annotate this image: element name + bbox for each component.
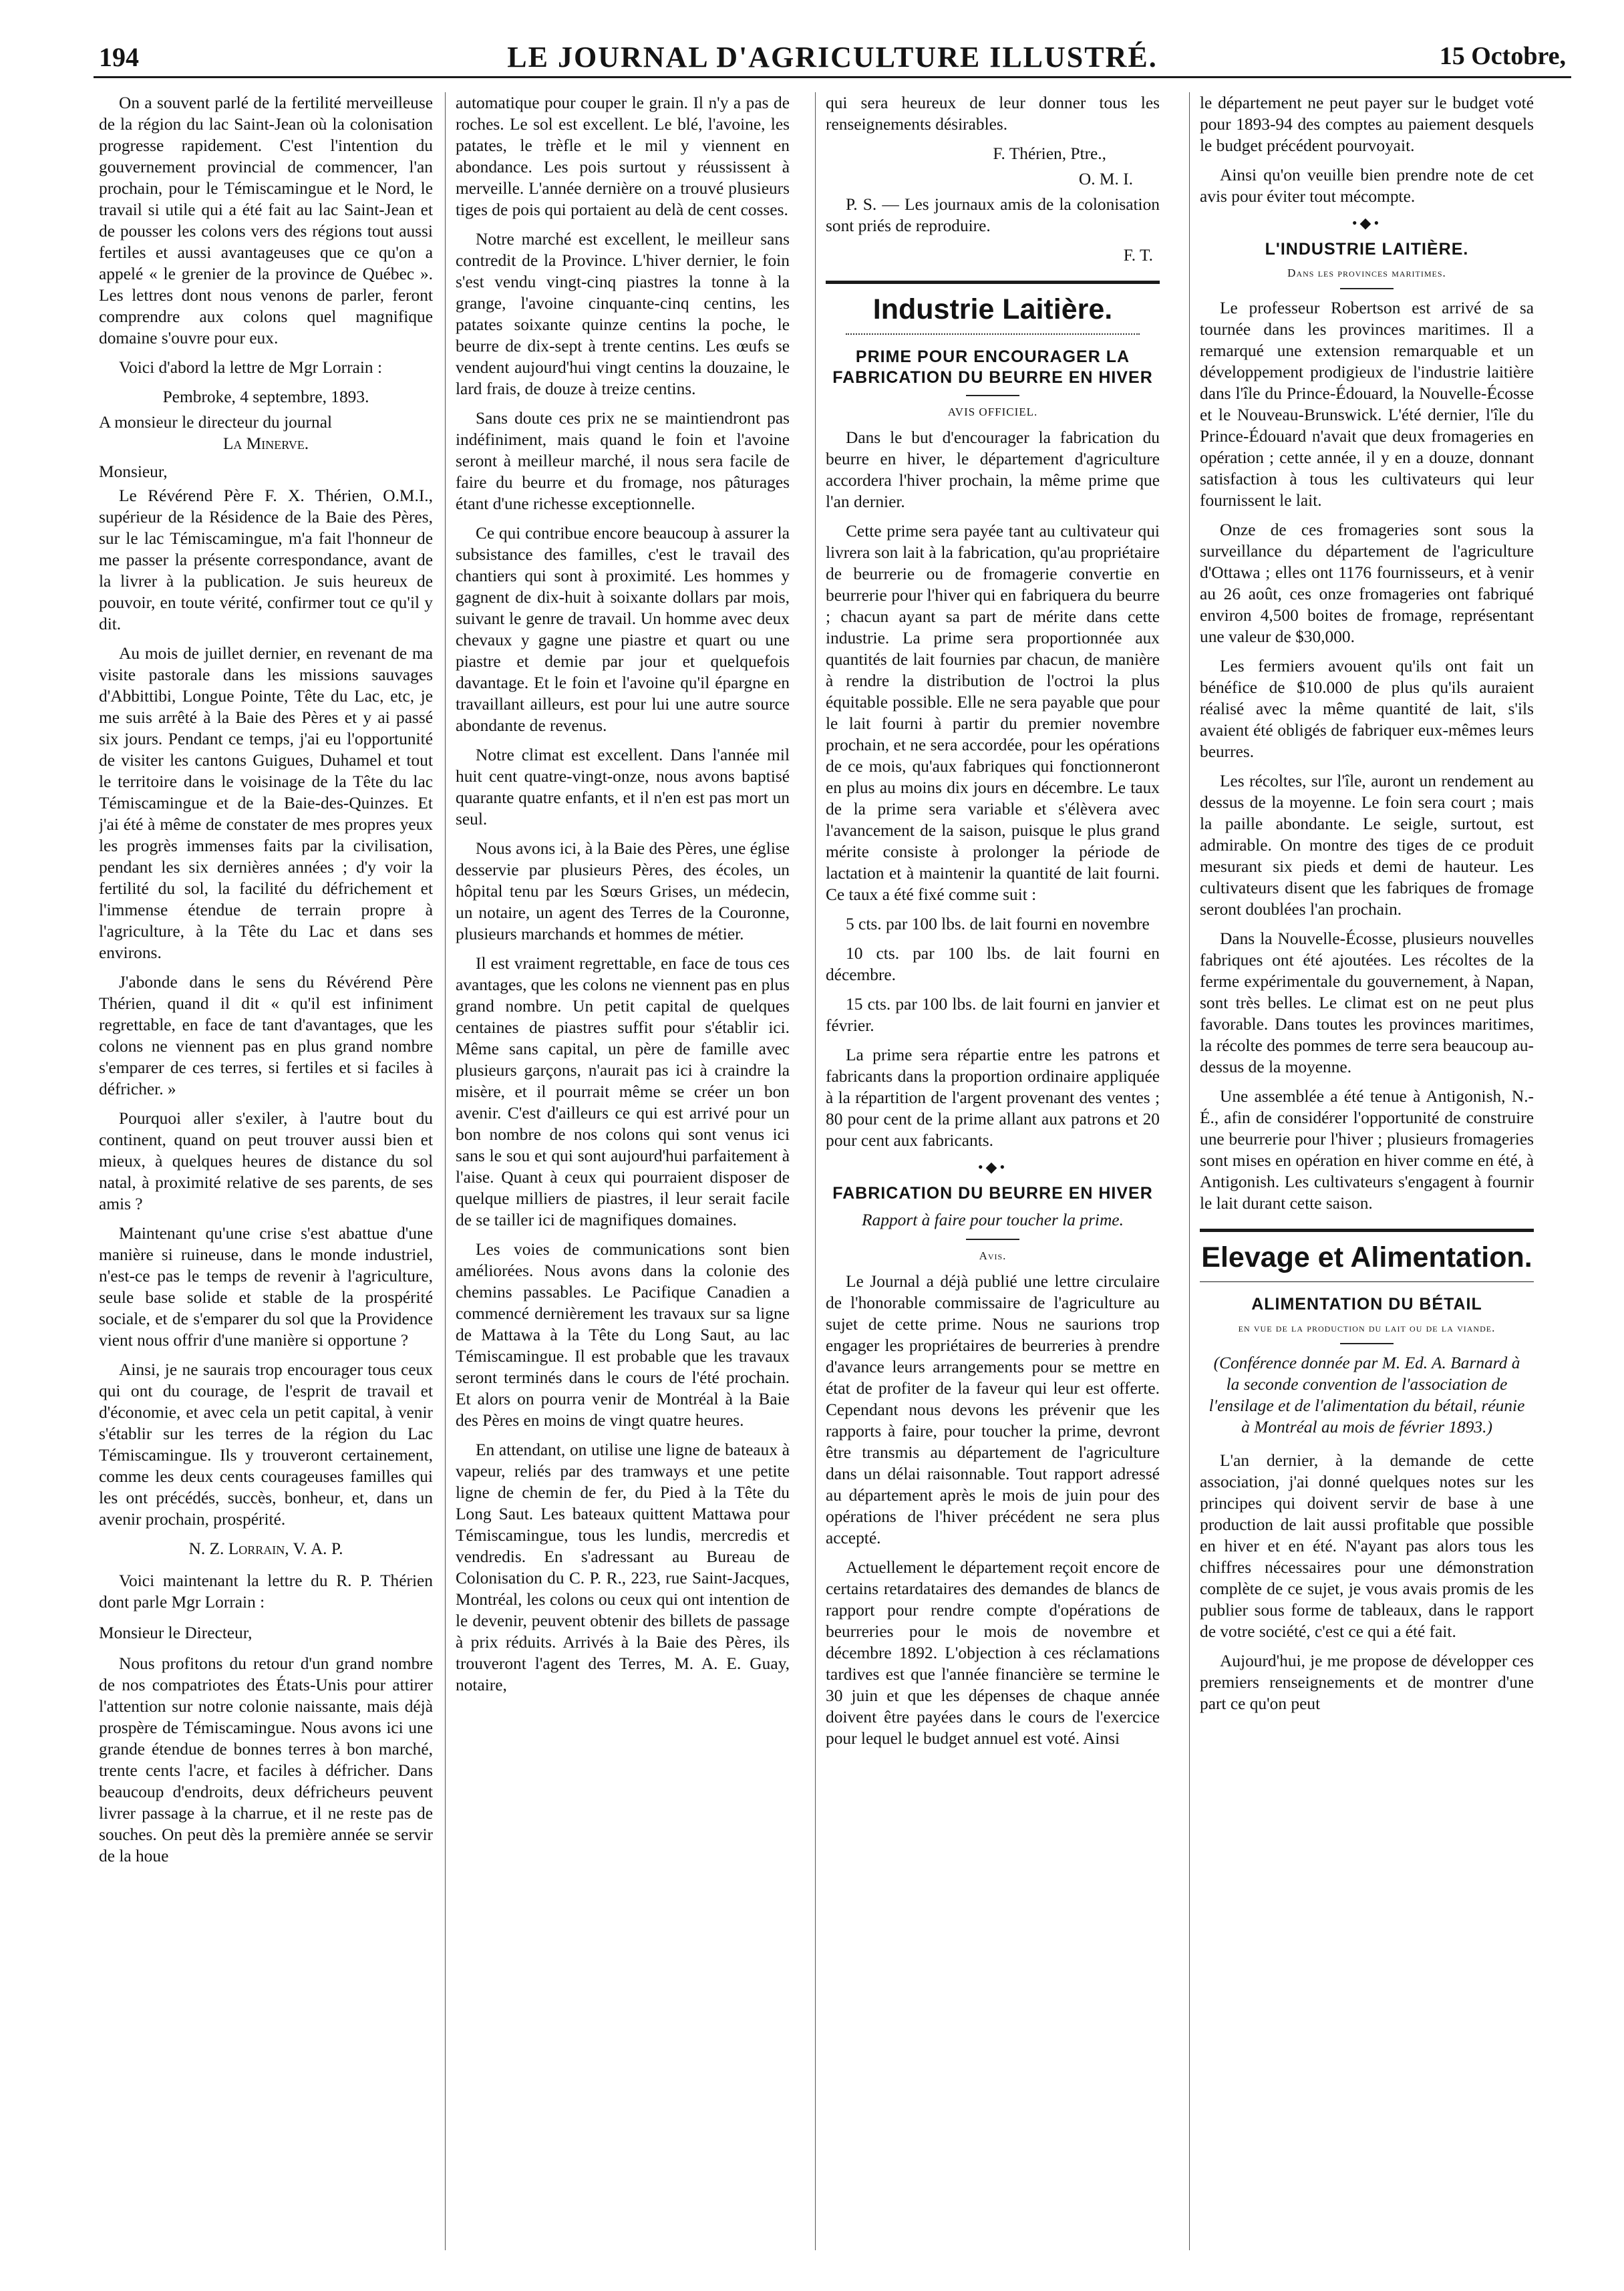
ornament-divider: •◆• [1351,214,1382,231]
column-divider [815,92,816,2250]
masthead-rule [94,76,1571,78]
paragraph: Voici d'abord la lettre de Mgr Lorrain : [119,358,383,377]
paragraph: Onze de ces fromageries sont sous la surveillance du département de l'agriculture d'Ottawa ; elles ont 1176 fournisseurs, et à venir au 26 août, ces onze fromageries ont fabriqué environ 4,500 boites de fromage, représentant une valeur de $30,000. [1200,520,1534,646]
postscript-signature: F. T. [1123,246,1153,265]
column-2 [456,92,790,2250]
paragraph: L'an dernier, à la demande de cette association, j'ai donné quelques notes sur les principes qui doivent servir de base à une production de lait aussi profitable que possible en hiver et en été. N'ayant pas alors tous les chiffres nécessaires pour une démonstration complète de ce sujet, je vous avais promis de les publier sous forme de tableaux, dans le rapport de votre société, c'est ce qui a été fait. [1200,1451,1534,1641]
paragraph: Nous avons ici, à la Baie des Pères, une église desservie par plusieurs Pères, des écoles, un hôpital tenu par les Sœurs Grises, un médecin, un notaire, un agent des Terres de la Couronne, plusieurs marchands et hommes de métier. [456,839,790,943]
notice-label: Avis. [979,1249,1007,1262]
column-divider [1189,92,1190,2250]
signature: F. Thérien, Ptre., [993,144,1106,163]
paragraph: Cette prime sera payée tant au cultivateur qui livrera son lait à la fabrication, qu'au propriétaire de beurrerie ou de fromagerie convertie en beurrerie pour l'hiver qui en fabriquera du beurre ; chacun ayant sa part de mérite dans cette industrie. La prime sera proportionnée aux quantités de lait fournies par chacun, de manière à rendre la distribution de l'octroi la plus équitable possible. Elle ne sera payable que pour le lait fourni à partir du premier novembre prochain, et ne sera accordée, pour les opérations de ce mois, qu'aux fabriques qui fonctionneront en plus au moins dix jours en décembre. Le taux de la prime sera variable et s'élèvera avec l'avancement de la saison, puisque le plus grand mérite consiste à prolonger la période de lactation et à maintenir la quantité de lait fourni. Ce taux a été fixé comme suit : [826,522,1160,904]
page-number: 194 [99,42,139,72]
letter-dateline: Pembroke, 4 septembre, 1893. [162,388,369,406]
article-subhead: Rapport à faire pour toucher la prime. [862,1211,1124,1229]
paragraph: Le professeur Robertson est arrivé de sa tournée dans les provinces maritimes. Il a remarqué une extension remarquable et un développement prodigieux de l'industrie laitière dans l'île du Prince-Édouard, la Nouvelle-Écosse et le Nouveau-Brunswick. L'été dernier, l'île du Prince-Édouard n'avait que deux fromageries en opération ; cette année, il y en a douze, donnant satisfaction à tous les cultivateurs qui leur fournissent le lait. [1200,299,1534,510]
paragraph: J'abonde dans le sens du Révérend Père Thérien, quand il dit « qu'il est infiniment regrettable, en face de tant d'avantages, que les colons ne viennent pas en plus grand nombre s'emparer de ces terres, si fertiles et si faciles à défricher. » [99,973,433,1098]
short-rule [1340,288,1394,289]
paragraph: Maintenant qu'une crise s'est abattue d'une manière si ruineuse, dans le monde industriel, n'est-ce pas le temps de revenir à l'agriculture, seule base solide et stable de la prospérité sociale, et de s'emparer du sol que la Providence vient nous offrir d'une manière si opportune ? [99,1224,433,1350]
short-rule [1340,1343,1394,1344]
column-3 [826,92,1160,2250]
section-title-elevage: Elevage et Alimentation. [1201,1241,1532,1273]
rate-item: 15 cts. par 100 lbs. de lait fourni en janvier et février. [826,995,1160,1035]
paragraph: Sans doute ces prix ne se maintiendront pas indéfiniment, mais quand le foin et l'avoine seront à meilleur marché, il nous sera facile de faire du beurre et du fromage, nos pâturages étant d'une richesse exceptionnelle. [456,409,790,513]
section-title-industrie-laitiere: Industrie Laitière. [872,293,1113,325]
paragraph: Les fermiers avouent qu'ils ont fait un bénéfice de $10.000 de plus qu'ils auraient réalisé avec la même quantité de lait, s'ils avaient été obligés de fabriquer eux-mêmes leurs beurres. [1200,657,1534,761]
article-subhead: AVIS OFFICIEL. [947,406,1038,418]
paragraph: Actuellement le département reçoit encore de certains retardataires des demandes de blancs de rapport pour rendre compte d'opérations de beurreries pour le mois de novembre et décembre 1892. L'objection à ces réclamations tardives est que l'année financière se termine le 30 juin et que les dépenses de chaque année doivent être payées dans le cours de l'exercice pour lequel le budget annuel est voté. Ainsi [826,1558,1160,1748]
paragraph: le département ne peut payer sur le budget voté pour 1893-94 des comptes au paiement desquels le budget précédent pourvoyait. [1200,94,1534,155]
salutation: Monsieur le Directeur, [99,1624,253,1642]
article-headline: ALIMENTATION DU BÉTAIL [1251,1295,1482,1314]
paragraph: Notre marché est excellent, le meilleur sans contredit de la Province. L'hiver dernier, le foin s'est vendu vingt-cinq piastres la tonne à la grange, l'avoine cinquante-cinq centins, les patates soixante quinze centins la poche, le beurre de dix-sept à trente centins. Les œufs se vendent aujourd'hui vingt centins la douzaine, le lard frais, de douze à treize centins. [456,230,790,398]
paragraph: Aujourd'hui, je me propose de développer ces premiers renseignements et de montrer d'une part ce qu'on peut [1200,1652,1534,1713]
rate-item: 5 cts. par 100 lbs. de lait fourni en novembre [846,915,1150,933]
column-1 [99,92,433,2250]
paragraph: Notre climat est excellent. Dans l'année mil huit cent quatre-vingt-onze, nous avons baptisé quarante quatre enfants, et il n'en est pas mort un seul. [456,746,790,828]
short-rule [966,1239,1019,1240]
signature: N. Z. Lorrain, V. A. P. [188,1539,343,1558]
paragraph: Au mois de juillet dernier, en revenant de ma visite pastorale dans les missions sauvages d'Abbittibi, Longue Pointe, Tête du Lac, etc, je me suis arrêté à la Baie des Pères et y ai passé six jours. Pendant ce temps, j'ai eu l'opportunité de visiter les cantons Guigues, Duhamel et tout le territoire dans le voisinage de la Tête du lac Témiscamingue et de la Baie-des-Quinzes. Et j'ai été à même de constater de mes propres yeux les progrès immenses faits par la civilisation, pendant les six dernières années ; d'y voir la fertilité du sol, la facilité du défrichement et l'immense étendue de terrain propre à l'agriculture, à la Tête du Lac et dans ses environs. [99,644,433,962]
dotted-rule [846,333,1140,335]
paragraph: Il est vraiment regrettable, en face de tous ces avantages, que les colons ne viennent pas en plus grand nombre. Un petit capital de quelques centaines de piastres suffit pour s'établir ici. Même sans capital, un père de famille avec plusieurs garçons, n'aurait pas ici à craindre la misère, et il pourrait même se créer un bon avenir. C'est d'ailleurs ce qui est arrivé pour un bon nombre de nos colons qui sont venus ici sans le sou et qui sont aujourd'hui parfaitement à l'aise. Quant à ceux qui pourraient disposer de quelque milliers de piastres, il leur serait facile de se tailler ici de magnifiques domaines. [456,954,790,1229]
column-4 [1200,92,1534,2250]
article-subhead: Dans les provinces maritimes. [1287,267,1446,279]
paragraph: Le Journal a déjà publié une lettre circulaire de l'honorable commissaire de l'agriculture au sujet de cette prime. Nous ne saurions trop engager les propriétaires de beurreries à prendre d'avance leurs arrangements pour se mettre en état de profiter de la faveur qui leur est offerte. Cependant nous devons les prévenir que les rapports à faire, pour toucher la prime, devront être transmis au département de l'agriculture dans un délai raisonnable. Tout rapport adressé au département après le mois de juin pour des opérations de l'hiver précédent ne sera plus accepté. [826,1272,1160,1547]
postscript: P. S. — Les journaux amis de la colonisation sont priés de reproduire. [826,195,1160,235]
conference-note: (Conférence donnée par M. Ed. A. Barnard à la seconde convention de l'association de l'ensilage et de l'alimentation du bétail, réunie à Montréal au mois de février 1893.) [1208,1354,1525,1436]
paragraph: Les récoltes, sur l'île, auront un rendement au dessus de la moyenne. Le foin sera court ; mais la paille abondante. Le seigle, surtout, est admirable. On montre des tiges de ce produit mesurant six pieds et demi de hauteur. Les cultivateurs disent que les fabriques de fromage seront doublées l'an prochain. [1200,772,1534,919]
section-rule [826,281,1160,284]
paragraph: Une assemblée a été tenue à Antigonish, N.-É., afin de considérer l'opportunité de construire une beurrerie pour l'hiver ; plusieurs fromageries sont mises en opération en hiver comme en été, à Antigonish. Les cultivateurs s'engagent à fournir le lait durant cette saison. [1200,1087,1534,1213]
section-rule [1200,1281,1534,1282]
rate-item: 10 cts. par 100 lbs. de lait fourni en décembre. [826,944,1160,984]
paragraph: Ainsi, je ne saurais trop encourager tous ceux qui ont du courage, de l'esprit de travail et d'économie, et avec cela un petit capital, à venir s'établir sur les terres de la région du Lac Témiscamingue. Ils y trouveront certainement, comme les deux cents courageuses familles qui les ont précédés, succès, bonheur, et, dans un avenir prochain, prospérité. [99,1360,433,1529]
paragraph: On a souvent parlé de la fertilité merveilleuse de la région du lac Saint-Jean où la colonisation progresse rapidement. C'est l'intention du gouvernement provincial de commencer, l'an prochain, pour le Témiscamingue et le Nord, le travail si utile qui a été fait au lac Saint-Jean et de pousser les colons vers des régions tout aussi fertiles et aussi avantageuses que ce qu'on a appelé « le grenier de la province de Québec ». Les lettres dont nous venons de parler, feront comprendre aux colons quel magnifique domaine s'ouvre pour eux. [99,94,433,347]
ornament-divider: •◆• [977,1159,1008,1175]
section-rule [1200,1229,1534,1232]
paragraph: Les voies de communications sont bien améliorées. Nous avons dans la colonie des chemins passables. Le Pacifique Canadien a commencé dernièrement les travaux sur sa ligne de Mattawa à la Tête du Long Saut, au lac Témiscamingue. Il est probable que les travaux seront terminés dans le cours de l'été prochain. Et alors on pourra venir de Montréal à la Baie des Pères en moins de vingt quatre heures. [456,1240,790,1430]
short-rule [966,395,1019,396]
paragraph: Nous profitons du retour d'un grand nombre de nos compatriotes des États-Unis pour attirer l'attention sur notre colonie naissante, mais déjà prospère de Témiscamingue. Nous avons ici une grande étendue de bonnes terres à bon marché, trente cents l'acre, et faciles à défricher. Dans beaucoup d'endroits, deux défricheurs peuvent livrer passage à la charrue, et il ne reste pas de souches. On peut dès la première année se servir de la houe [99,1654,433,1865]
paragraph: Pourquoi aller s'exiler, à l'autre bout du continent, quand on peut trouver aussi bien et mieux, à quelques heures de distance du sol natal, à proximité relative de ses parents, de ses amis ? [99,1109,433,1213]
paragraph: La prime sera répartie entre les patrons et fabricants dans la proportion ordinaire appliquée à la répartition de l'argent provenant des ventes ; 80 pour cent de la prime allant aux patrons et 20 pour cent aux fabricants. [826,1046,1160,1150]
letter-addressee: A monsieur le directeur du journal [99,413,333,432]
salutation: Monsieur, [99,462,168,481]
paragraph: Ainsi qu'on veuille bien prendre note de cet avis pour éviter tout mécompte. [1200,166,1534,206]
paragraph: Ce qui contribue encore beaucoup à assurer la subsistance des familles, c'est le travail des chantiers qui sont à proximité. Les hommes y gagnent de dix-huit à soixante dollars par mois, suivant le genre de travail. Un homme avec deux chevaux y gagne une piastre et quart ou une piastre et demie par jour et quelquefois davantage. Et le foin et l'avoine qu'il épargne en travaillant ailleurs, est pour lui une autre source abondante de revenus. [456,524,790,735]
paragraph: Le Révérend Père F. X. Thérien, O.M.I., supérieur de la Résidence de la Baie des Pères, sur le lac Témiscamingue, m'a fait l'honneur de me passer la présente correspondance, avant de la livrer à la publication. Je suis heureux de pouvoir, en toute vérité, confirmer tout ce qu'il y dit. [99,486,433,633]
paragraph: Voici maintenant la lettre du R. P. Thérien dont parle Mgr Lorrain : [99,1571,433,1612]
paragraph: Dans le but d'encourager la fabrication du beurre en hiver, le département d'agriculture accordera l'hiver prochain, la même prime que l'an dernier. [826,428,1160,511]
article-subhead: en vue de la production du lait ou de la viande. [1238,1322,1496,1334]
paragraph: automatique pour couper le grain. Il n'y a pas de roches. Le sol est excellent. Le blé, l'avoine, les patates, le trèfle et le mil y viennent en abondance. Les pois surtout y réussissent à merveille. L'année dernière on a trouvé plusieurs tiges de pois qui portaient au delà de cent cosses. [456,94,790,219]
masthead [99,39,1566,73]
signature-order: O. M. I. [1078,170,1133,188]
paragraph: Dans la Nouvelle-Écosse, plusieurs nouvelles fabriques ont été ajoutées. Les récoltes de la ferme expérimentale du gouvernement, à Napan, sont très belles. Le climat est on ne peut plus favorable. Dans toutes les provinces maritimes, la récolte des pommes de terre sera beaucoup au-dessus de la moyenne. [1200,929,1534,1076]
journal-title: LE JOURNAL D'AGRICULTURE ILLUSTRÉ. [507,41,1158,73]
article-headline: L'INDUSTRIE LAITIÈRE. [1265,240,1469,259]
column-divider [445,92,446,2250]
article-headline: PRIME POUR ENCOURAGER LA FABRICATION DU BEURRE EN HIVER [832,347,1153,387]
newspaper-name: La Minerve. [222,434,309,453]
paragraph: En attendant, on utilise une ligne de bateaux à vapeur, reliés par des tramways et une petite ligne de chemin de fer, du Pied à la Tête du Long Saut. Les bateaux quittent Mattawa pour Témiscamingue, tous les lundis, mercredis et vendredis. En s'adressant au Bureau de Colonisation du C. P. R., 223, rue Saint-Jacques, Montréal, les colons ou ceux qui ont intention de le devenir, peuvent obtenir des billets de passage à prix réduits. Arrivés à la Baie des Pères, ils trouveront l'agent des Terres, M. A. E. Guay, notaire, [456,1440,790,1694]
issue-date: 15 Octobre, [1439,42,1566,70]
paragraph: qui sera heureux de leur donner tous les renseignements désirables. [826,94,1160,134]
article-headline: FABRICATION DU BEURRE EN HIVER [832,1184,1153,1203]
